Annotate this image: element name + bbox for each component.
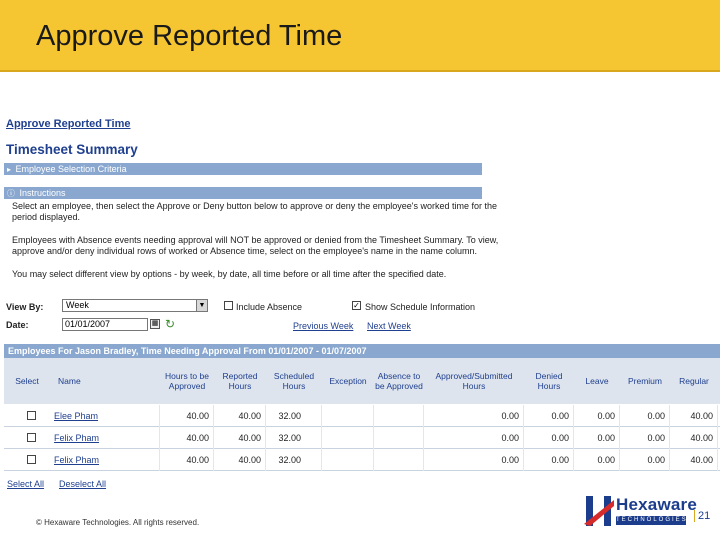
approved-hours-cell: 0.00 xyxy=(424,405,524,427)
col-reported-hours: Reported Hours xyxy=(222,371,258,391)
col-select: Select xyxy=(15,376,39,386)
row-select-checkbox[interactable] xyxy=(27,411,36,420)
regular-cell: 40.00 xyxy=(670,449,718,471)
col-approved-submitted: Approved/Submitted Hours xyxy=(435,371,513,391)
exception-cell xyxy=(322,427,374,449)
employee-name-link[interactable]: Felix Pham xyxy=(50,427,160,449)
grid-title-bar: Employees For Jason Bradley, Time Needing Approval From 01/01/2007 - 01/07/2007 xyxy=(4,344,720,358)
row-select-checkbox[interactable] xyxy=(27,433,36,442)
hours-to-approve-cell: 40.00 xyxy=(160,449,214,471)
absence-cell xyxy=(374,449,424,471)
timesheet-app xyxy=(0,100,720,490)
summary-heading: Timesheet Summary xyxy=(6,142,138,157)
show-schedule-checkbox[interactable]: ✓ xyxy=(353,301,360,310)
slide-header xyxy=(0,0,720,72)
leave-cell: 0.00 xyxy=(574,427,620,449)
instructions-bar[interactable] xyxy=(4,187,482,199)
regular-cell: 40.00 xyxy=(670,427,718,449)
hexaware-logo-icon xyxy=(584,494,614,528)
instruction-text-2: Employees with Absence events needing approval will NOT be approved or denied from the Timesheet Summary. To view, approve and/or deny individual rows of worked or Absence time, select on the employee's name in the name column. xyxy=(12,235,499,256)
logo-tagline: TECHNOLOGIES xyxy=(616,517,688,523)
select-all-link[interactable]: Select All xyxy=(7,479,45,489)
denied-hours-cell: 0.00 xyxy=(524,427,574,449)
instruction-text-1: Select an employee, then select the Approve or Deny button below to approve or deny the employee's worked time for the period displayed. xyxy=(12,201,498,222)
show-schedule-label: Show Schedule Information xyxy=(365,302,476,312)
employee-name-link[interactable]: Felix Pham xyxy=(50,449,160,471)
instructions-bar-label: Instructions xyxy=(19,188,66,198)
col-scheduled-hours: Scheduled Hours xyxy=(273,371,315,391)
premium-cell: 0.00 xyxy=(620,449,670,471)
exception-cell xyxy=(322,449,374,471)
view-by-label: View By: xyxy=(6,302,44,312)
view-by-value: Week xyxy=(66,300,89,310)
employee-name-link[interactable]: Elee Pham xyxy=(50,405,160,427)
header-spacer xyxy=(0,72,720,100)
col-regular: Regular xyxy=(679,376,709,386)
logo-wordmark: Hexaware xyxy=(616,495,697,514)
reported-hours-cell: 40.00 xyxy=(214,427,266,449)
scheduled-hours-cell: 32.00 xyxy=(266,427,322,449)
premium-cell: 0.00 xyxy=(620,427,670,449)
dropdown-arrow-icon[interactable]: ▼ xyxy=(196,300,207,311)
premium-cell: 0.00 xyxy=(620,405,670,427)
page-heading[interactable]: Approve Reported Time xyxy=(6,118,131,130)
table-row xyxy=(4,449,720,471)
page-number: 21 xyxy=(694,510,710,522)
col-premium: Premium xyxy=(627,376,662,386)
exception-cell xyxy=(322,405,374,427)
include-absence-label: Include Absence xyxy=(236,302,303,312)
scheduled-hours-cell: 32.00 xyxy=(266,405,322,427)
leave-cell: 0.00 xyxy=(574,405,620,427)
view-by-select[interactable] xyxy=(62,299,208,312)
hours-to-approve-cell: 40.00 xyxy=(160,405,214,427)
table-row xyxy=(4,427,720,449)
expand-triangle-icon: ▸ xyxy=(7,165,12,174)
hexaware-logo xyxy=(584,490,697,530)
table-row xyxy=(4,405,720,427)
reported-hours-cell: 40.00 xyxy=(214,449,266,471)
denied-hours-cell: 0.00 xyxy=(524,449,574,471)
refresh-icon[interactable]: ↻ xyxy=(165,317,176,331)
deselect-all-link[interactable]: Deselect All xyxy=(59,479,107,489)
criteria-bar-label: Employee Selection Criteria xyxy=(15,164,127,174)
col-name: Name xyxy=(58,376,81,386)
date-label: Date: xyxy=(6,320,29,330)
row-select-checkbox[interactable] xyxy=(27,455,36,464)
slide-title: Approve Reported Time xyxy=(36,20,343,52)
scheduled-hours-cell: 32.00 xyxy=(266,449,322,471)
next-week-link[interactable]: Next Week xyxy=(367,321,411,331)
approved-hours-cell: 0.00 xyxy=(424,449,524,471)
reported-hours-cell: 40.00 xyxy=(214,405,266,427)
previous-week-link[interactable]: Previous Week xyxy=(293,321,354,331)
info-icon: ⓘ xyxy=(7,189,15,198)
date-input[interactable]: 01/01/2007 xyxy=(62,318,148,331)
col-leave: Leave xyxy=(585,376,609,386)
hours-to-approve-cell: 40.00 xyxy=(160,427,214,449)
instruction-text-3: You may select different view by options - by week, by date, all time before or all time after the specified date. xyxy=(12,269,447,279)
col-hours-to-approve: Hours to be Approved xyxy=(165,371,209,391)
denied-hours-cell: 0.00 xyxy=(524,405,574,427)
calendar-icon[interactable]: ▦ xyxy=(151,320,159,327)
absence-cell xyxy=(374,405,424,427)
employee-selection-criteria-bar[interactable] xyxy=(4,163,482,175)
approved-hours-cell: 0.00 xyxy=(424,427,524,449)
col-absence: Absence to be Approved xyxy=(375,371,423,391)
include-absence-checkbox[interactable] xyxy=(224,301,233,310)
copyright-footer: © Hexaware Technologies. All rights reserved. xyxy=(36,518,200,527)
col-exception: Exception xyxy=(329,376,367,386)
regular-cell: 40.00 xyxy=(670,405,718,427)
leave-cell: 0.00 xyxy=(574,449,620,471)
absence-cell xyxy=(374,427,424,449)
col-denied-hours: Denied Hours xyxy=(535,371,563,391)
grid-header-row xyxy=(4,358,720,404)
